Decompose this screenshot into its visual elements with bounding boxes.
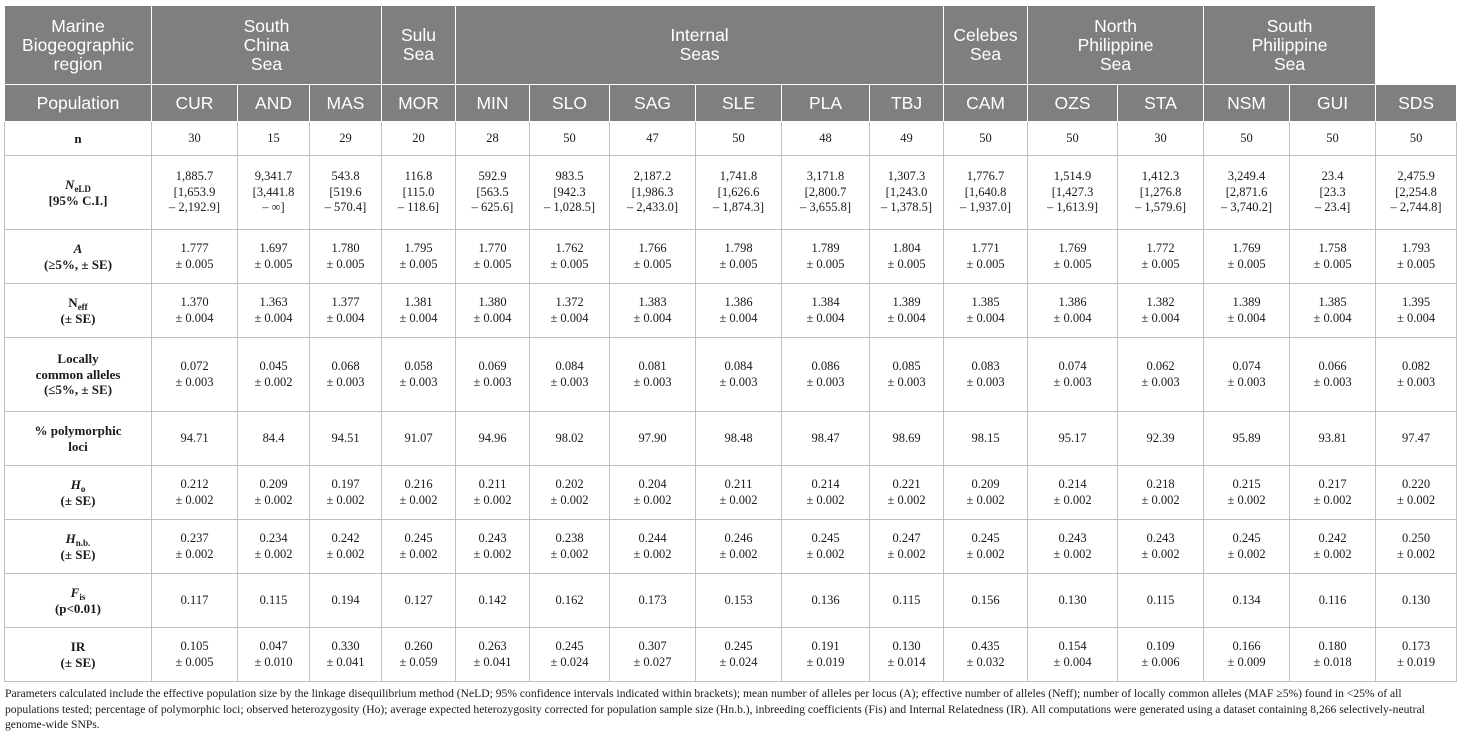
table-row [5,520,1457,574]
table-cell: 0.307 ± 0.027 [610,628,696,682]
row-label-subscript: eff [77,302,88,312]
table-cell: 50 [1028,122,1118,156]
region-header-cell: Internal Seas [456,6,944,85]
table-cell: 1.382 ± 0.004 [1118,284,1204,338]
table-cell: 0.216 ± 0.002 [382,466,456,520]
table-cell: 50 [944,122,1028,156]
table-row [5,122,1457,156]
region-header-row [5,6,1457,85]
row-label [5,338,152,412]
table-cell: 0.105 ± 0.005 [152,628,238,682]
table-cell: 1.386 ± 0.004 [696,284,782,338]
table-cell: 0.234 ± 0.002 [238,520,310,574]
population-header-cell: CAM [944,85,1028,122]
table-cell: 98.47 [782,412,870,466]
table-cell: 50 [1376,122,1457,156]
table-cell: 1.381 ± 0.004 [382,284,456,338]
population-header-cell: CUR [152,85,238,122]
table-cell: 2,187.2 [1,986.3 – 2,433.0] [610,156,696,230]
table-cell: 1,776.7 [1,640.8 – 1,937.0] [944,156,1028,230]
table-cell: 0.247 ± 0.002 [870,520,944,574]
table-cell: 1.380 ± 0.004 [456,284,530,338]
table-cell: 1.772 ± 0.005 [1118,230,1204,284]
table-cell: 0.068 ± 0.003 [310,338,382,412]
row-label [5,230,152,284]
table-cell: 1.771 ± 0.005 [944,230,1028,284]
table-cell: 0.115 [238,574,310,628]
population-header-cell: STA [1118,85,1204,122]
population-header-cell: GUI [1290,85,1376,122]
row-label-main: % polymorphic loci [34,423,122,454]
table-cell: 0.209 ± 0.002 [944,466,1028,520]
table-cell: 0.245 ± 0.002 [1204,520,1290,574]
table-cell: 9,341.7 [3,441.8 – ∞] [238,156,310,230]
table-cell: 1.795 ± 0.005 [382,230,456,284]
table-cell: 0.245 ± 0.002 [382,520,456,574]
table-footnote: Parameters calculated include the effective population size by the linkage disequilibrium method (NeLD; 95% confidence intervals indicated within brackets); mean number of alleles per locus (A); effective number of alleles (Neff); number of locally common alleles (MAF ≥5%) found in <25% of all populations tested; percentage of polymorphic loci; observed heterozygosity (Ho); average expected heterozygosity corrected for population sample size (Hn.b.), inbreeding coefficients (Fis) and Internal Relatedness (IR). All computations were generated using a dataset containing 8,266 selectively-neutral genome-wide SNPs. [5,687,1425,732]
table-cell: 0.243 ± 0.002 [456,520,530,574]
table-cell: 0.127 [382,574,456,628]
table-cell: 0.154 ± 0.004 [1028,628,1118,682]
table-cell: 0.243 ± 0.002 [1118,520,1204,574]
table-row [5,156,1457,230]
table-cell: 15 [238,122,310,156]
table-cell: 1.766 ± 0.005 [610,230,696,284]
table-cell: 0.215 ± 0.002 [1204,466,1290,520]
table-cell: 0.058 ± 0.003 [382,338,456,412]
row-label-detail: (± SE) [60,310,96,326]
row-label [5,412,152,466]
table-cell: 116.8 [115.0 – 118.6] [382,156,456,230]
table-cell: 0.211 ± 0.002 [696,466,782,520]
table-cell: 0.130 [1376,574,1457,628]
table-cell: 0.153 [696,574,782,628]
table-cell: 0.045 ± 0.002 [238,338,310,412]
table-cell: 1.372 ± 0.004 [530,284,610,338]
table-cell: 50 [1204,122,1290,156]
table-cell: 0.062 ± 0.003 [1118,338,1204,412]
table-cell: 30 [1118,122,1204,156]
table-cell: 1.383 ± 0.004 [610,284,696,338]
table-cell: 0.156 [944,574,1028,628]
table-cell: 1,412.3 [1,276.8 – 1,579.6] [1118,156,1204,230]
table-cell: 0.250 ± 0.002 [1376,520,1457,574]
table-cell: 98.02 [530,412,610,466]
table-cell: 95.89 [1204,412,1290,466]
row-label-main: IR (± SE) [60,639,96,670]
table-cell: 94.96 [456,412,530,466]
table-cell: 0.082 ± 0.003 [1376,338,1457,412]
table-cell: 0.212 ± 0.002 [152,466,238,520]
table-cell: 0.047 ± 0.010 [238,628,310,682]
table-cell: 0.220 ± 0.002 [1376,466,1457,520]
table-cell: 3,249.4 [2,871.6 – 3,740.2] [1204,156,1290,230]
table-cell: 0.197 ± 0.002 [310,466,382,520]
table-cell: 0.117 [152,574,238,628]
population-header-cell: OZS [1028,85,1118,122]
table-cell: 1.384 ± 0.004 [782,284,870,338]
population-header-cell: MIN [456,85,530,122]
region-header-label: Marine Biogeographic region [5,6,152,85]
table-cell: 84.4 [238,412,310,466]
table-cell: 1.389 ± 0.004 [870,284,944,338]
table-cell: 0.173 [610,574,696,628]
table-cell: 0.069 ± 0.003 [456,338,530,412]
table-cell: 1,307.3 [1,243.0 – 1,378.5] [870,156,944,230]
population-header-cell: NSM [1204,85,1290,122]
row-label [5,122,152,156]
population-header-cell: SAG [610,85,696,122]
table-cell: 983.5 [942.3 – 1,028.5] [530,156,610,230]
table-cell: 0.245 ± 0.024 [696,628,782,682]
table-cell: 0.074 ± 0.003 [1028,338,1118,412]
table-cell: 0.130 [1028,574,1118,628]
table-cell: 1.770 ± 0.005 [456,230,530,284]
table-cell: 0.202 ± 0.002 [530,466,610,520]
table-cell: 0.166 ± 0.009 [1204,628,1290,682]
table-cell: 0.221 ± 0.002 [870,466,944,520]
table-cell: 50 [1290,122,1376,156]
table-cell: 1.798 ± 0.005 [696,230,782,284]
table-cell: 1.697 ± 0.005 [238,230,310,284]
table-cell: 0.084 ± 0.003 [696,338,782,412]
table-cell: 0.085 ± 0.003 [870,338,944,412]
population-header-cell: PLA [782,85,870,122]
table-cell: 0.245 ± 0.002 [944,520,1028,574]
table-cell: 1.386 ± 0.004 [1028,284,1118,338]
table-cell: 0.242 ± 0.002 [1290,520,1376,574]
table-cell: 0.142 [456,574,530,628]
row-label-detail: [95% C.I.] [48,192,108,208]
table-cell: 0.109 ± 0.006 [1118,628,1204,682]
population-header-cell: SDS [1376,85,1457,122]
population-header-cell: SLE [696,85,782,122]
table-cell: 29 [310,122,382,156]
table-cell: 0.242 ± 0.002 [310,520,382,574]
table-cell: 1,514.9 [1,427.3 – 1,613.9] [1028,156,1118,230]
table-cell: 91.07 [382,412,456,466]
table-cell: 0.115 [1118,574,1204,628]
table-cell: 0.086 ± 0.003 [782,338,870,412]
table-cell: 1.769 ± 0.005 [1204,230,1290,284]
population-header-cell: SLO [530,85,610,122]
table-cell: 543.8 [519.6 – 570.4] [310,156,382,230]
table-cell: 1.758 ± 0.005 [1290,230,1376,284]
table-cell: 48 [782,122,870,156]
table-cell: 92.39 [1118,412,1204,466]
table-cell: 28 [456,122,530,156]
row-label-main: n [74,130,82,146]
table-cell: 0.263 ± 0.041 [456,628,530,682]
table-cell: 0.204 ± 0.002 [610,466,696,520]
table-cell: 50 [530,122,610,156]
row-label [5,574,152,628]
table-cell: 0.214 ± 0.002 [782,466,870,520]
table-cell: 47 [610,122,696,156]
population-header-cell: TBJ [870,85,944,122]
table-cell: 0.180 ± 0.018 [1290,628,1376,682]
table-cell: 0.084 ± 0.003 [530,338,610,412]
table-row [5,466,1457,520]
population-header-cell: MAS [310,85,382,122]
row-label-main: A [73,241,83,256]
table-cell: 1.370 ± 0.004 [152,284,238,338]
table-cell: 1.762 ± 0.005 [530,230,610,284]
table-row [5,628,1457,682]
row-label-detail: (± SE) [60,492,96,508]
table-cell: 0.136 [782,574,870,628]
table-cell: 1.389 ± 0.004 [1204,284,1290,338]
table-row [5,574,1457,628]
row-label [5,520,152,574]
row-label-main: H [65,531,76,546]
table-cell: 0.245 ± 0.002 [782,520,870,574]
table-cell: 0.116 [1290,574,1376,628]
row-label-main: N [68,295,78,310]
table-cell: 0.214 ± 0.002 [1028,466,1118,520]
table-cell: 98.48 [696,412,782,466]
table-cell: 1.385 ± 0.004 [1290,284,1376,338]
table-cell: 0.435 ± 0.032 [944,628,1028,682]
row-label-subscript: is [79,592,86,602]
row-label-detail: (p<0.01) [54,600,102,616]
row-label [5,284,152,338]
table-cell: 1.789 ± 0.005 [782,230,870,284]
row-label [5,466,152,520]
region-header-cell: Celebes Sea [944,6,1028,85]
table-row [5,412,1457,466]
table-cell: 1.363 ± 0.004 [238,284,310,338]
population-header-row [5,85,1457,122]
region-header-cell: North Philippine Sea [1028,6,1204,85]
table-cell: 1.780 ± 0.005 [310,230,382,284]
row-label-detail: (≥5%, ± SE) [43,256,113,272]
population-header-cell: AND [238,85,310,122]
table-cell: 0.243 ± 0.002 [1028,520,1118,574]
table-cell: 0.115 [870,574,944,628]
table-cell: 1.395 ± 0.004 [1376,284,1457,338]
table-cell: 0.134 [1204,574,1290,628]
table-cell: 93.81 [1290,412,1376,466]
table-cell: 30 [152,122,238,156]
table-row [5,284,1457,338]
table-cell: 23.4 [23.3 – 23.4] [1290,156,1376,230]
table-cell: 20 [382,122,456,156]
row-label-main: H [70,477,81,492]
region-header-cell: South Philippine Sea [1204,6,1376,85]
table-cell: 0.066 ± 0.003 [1290,338,1376,412]
table-cell: 0.194 [310,574,382,628]
table-cell: 0.244 ± 0.002 [610,520,696,574]
table-cell: 0.081 ± 0.003 [610,338,696,412]
table-cell: 97.90 [610,412,696,466]
table-cell: 0.209 ± 0.002 [238,466,310,520]
row-label-detail: (± SE) [60,546,96,562]
table-cell: 0.173 ± 0.019 [1376,628,1457,682]
table-cell: 0.072 ± 0.003 [152,338,238,412]
region-header-cell: Sulu Sea [382,6,456,85]
table-cell: 1,885.7 [1,653.9 – 2,192.9] [152,156,238,230]
row-label-subscript: n.b. [75,538,91,548]
row-label-main: F [70,585,80,600]
table-cell: 0.162 [530,574,610,628]
table-cell: 94.51 [310,412,382,466]
row-label-main: Locally common alleles (≤5%, ± SE) [35,351,121,398]
table-row [5,230,1457,284]
table-cell: 1.793 ± 0.005 [1376,230,1457,284]
population-header-cell: MOR [382,85,456,122]
population-header-label: Population [5,85,152,122]
table-cell: 49 [870,122,944,156]
table-body [5,122,1457,682]
table-cell: 1,741.8 [1,626.6 – 1,874.3] [696,156,782,230]
row-label-subscript: eLD [74,184,91,194]
table-cell: 0.217 ± 0.002 [1290,466,1376,520]
table-cell: 0.083 ± 0.003 [944,338,1028,412]
row-label-subscript: o [80,484,86,494]
table-cell: 0.211 ± 0.002 [456,466,530,520]
table-cell: 2,475.9 [2,254.8 – 2,744.8] [1376,156,1457,230]
table-cell: 0.130 ± 0.014 [870,628,944,682]
table-cell: 0.330 ± 0.041 [310,628,382,682]
table-cell: 1.377 ± 0.004 [310,284,382,338]
table-cell: 3,171.8 [2,800.7 – 3,655.8] [782,156,870,230]
table-row [5,338,1457,412]
population-genetics-table [4,5,1457,682]
table-cell: 0.246 ± 0.002 [696,520,782,574]
table-cell: 0.245 ± 0.024 [530,628,610,682]
table-cell: 97.47 [1376,412,1457,466]
table-cell: 1.769 ± 0.005 [1028,230,1118,284]
table-cell: 98.15 [944,412,1028,466]
region-header-cell: South China Sea [152,6,382,85]
row-label [5,156,152,230]
table-cell: 0.260 ± 0.059 [382,628,456,682]
table-cell: 1.804 ± 0.005 [870,230,944,284]
table-cell: 0.238 ± 0.002 [530,520,610,574]
row-label [5,628,152,682]
table-cell: 0.237 ± 0.002 [152,520,238,574]
table-cell: 94.71 [152,412,238,466]
table-cell: 592.9 [563.5 – 625.6] [456,156,530,230]
table-cell: 0.191 ± 0.019 [782,628,870,682]
table-container [4,5,1456,733]
table-cell: 0.074 ± 0.003 [1204,338,1290,412]
table-cell: 50 [696,122,782,156]
table-cell: 0.218 ± 0.002 [1118,466,1204,520]
row-label-main: N [65,177,75,192]
table-cell: 1.777 ± 0.005 [152,230,238,284]
table-cell: 1.385 ± 0.004 [944,284,1028,338]
table-cell: 95.17 [1028,412,1118,466]
table-cell: 98.69 [870,412,944,466]
